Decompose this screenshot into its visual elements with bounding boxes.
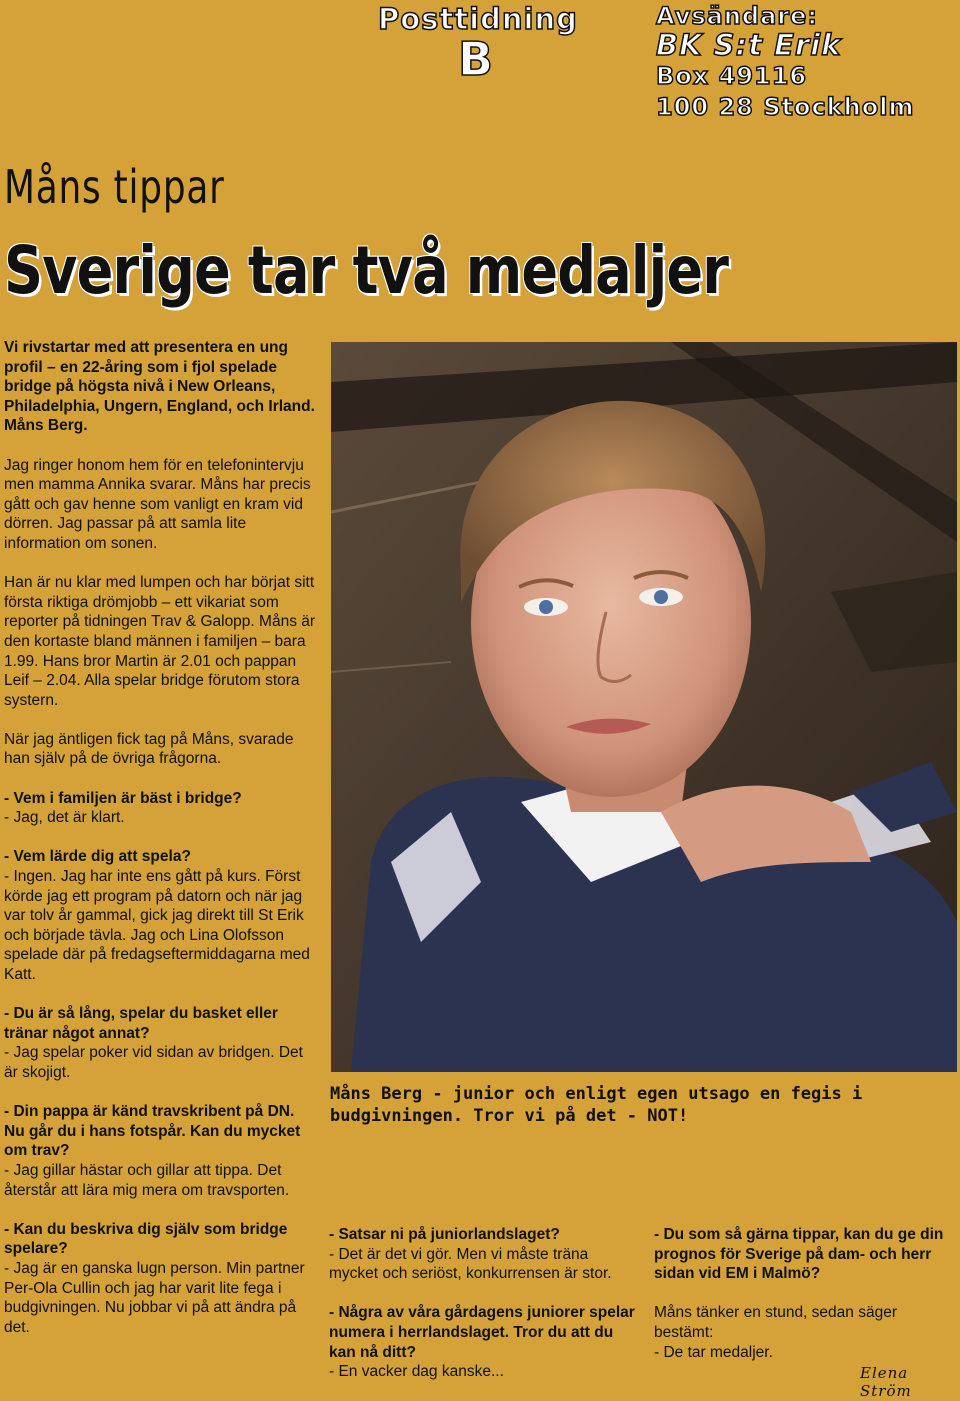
left-column: [4, 338, 319, 1357]
qa-item: [329, 1225, 639, 1284]
qa-item: [4, 789, 319, 828]
qa-item: [4, 1102, 319, 1200]
qa-question: - Vem lärde dig att spela?: [4, 848, 191, 866]
qa-item: [654, 1225, 954, 1284]
article-paragraph: Han är nu klar med lumpen och har börjat sitt första riktiga drömjobb – ett vikariat som reporter på tidningen Trav & Galopp. Måns är den kortaste bland männen i familjen – bara 1.99. Hans bror Martin är 2.01 och pappan Leif – 2.04. Alla spelar bridge förutom stora systern.: [4, 574, 316, 709]
sender-name: BK S:t Erik: [656, 28, 842, 62]
article-paragraph: Jag ringer honom hem för en telefonintervju men mamma Annika svarar. Måns har precis gått och gav henne som vanligt en kram vid dörren. Jag passar på att samla lite information om sonen.: [4, 456, 311, 552]
right-column: [654, 1225, 954, 1382]
qa-item: [4, 847, 319, 984]
qa-question: - Vem i familjen är bäst i bridge?: [4, 789, 242, 807]
author-signature: Elena Ström: [860, 1364, 912, 1400]
portrait-photo: [331, 342, 957, 1072]
sender-box: Box 49116: [656, 62, 808, 90]
qa-answer: Måns tänker en stund, sedan säger bestämt:: [654, 1304, 897, 1341]
qa-question: - Några av våra gårdagens juniorer spelar numera i herrlandslaget. Tror du att du kan nå ditt?: [329, 1304, 635, 1361]
qa-item: [329, 1303, 639, 1381]
qa-item: [4, 1220, 319, 1338]
qa-answer: - En vacker dag kanske...: [329, 1363, 504, 1381]
qa-question: - Satsar ni på juniorlandslaget?: [329, 1226, 560, 1243]
qa-answer: - Jag gillar hästar och gillar att tippa. Det återstår att lära mig mera om travsporten.: [4, 1161, 290, 1199]
article-kicker: Måns tippar: [4, 160, 225, 214]
qa-answer: - Jag, det är klart.: [4, 809, 125, 827]
qa-answer: - Jag är en ganska lugn person. Min partner Per-Ola Cullin och jag har varit lite fega i budgivningen. Nu jobbar vi på att ändra på det.: [4, 1259, 305, 1336]
sender-city: 100 28 Stockholm: [656, 93, 915, 121]
qa-question: - Du som så gärna tippar, kan du ge din prognos för Sverige på dam- och herr sidan vid EM i Malmö?: [654, 1226, 944, 1283]
posttidning-label: Posttidning: [378, 2, 578, 36]
article-intro: Vi rivstartar med att presentera en ung profil – en 22-åring som i fjol spelade bridge på högsta nivå i New Orleans, Philadelphia, Ungern, England, och Irland. Måns Berg.: [4, 339, 315, 435]
qa-question: - Du är så lång, spelar du basket eller tränar något annat?: [4, 1005, 278, 1042]
photo-caption: Måns Berg - junior och enligt egen utsago en fegis i budgivningen. Tror vi på det - NOT!: [330, 1084, 863, 1126]
middle-column: [329, 1225, 639, 1401]
qa-item: [4, 1004, 319, 1082]
qa-question: - Din pappa är känd travskribent på DN. Nu går du i hans fotspår. Kan du mycket om trav?: [4, 1103, 301, 1160]
qa-answer-block: [654, 1303, 954, 1362]
qa-question: - Kan du beskriva dig själv som bridge spelare?: [4, 1220, 288, 1258]
sender-label: Avsändare:: [656, 2, 819, 30]
qa-answer: - Det är det vi gör. Men vi måste träna mycket och seriöst, konkurrensen är stor.: [329, 1245, 612, 1283]
portrait-illustration: [331, 342, 957, 1072]
qa-answer: - Ingen. Jag har inte ens gått på kurs. Först körde jag ett program på datorn och när jag var tolv år gammal, gick jag direkt till St Erik och började tävla. Jag och Lina Olofsson spelade där på fredagseftermiddagarna med Katt.: [4, 868, 310, 983]
qa-answer: - Jag spelar poker vid sidan av bridgen. Det är skojigt.: [4, 1044, 303, 1081]
postage-class-letter: B: [458, 32, 495, 86]
article-headline: Sverige tar två medaljer: [4, 232, 729, 309]
article-paragraph: När jag äntligen fick tag på Måns, svarade han själv på de övriga frågorna.: [4, 730, 294, 768]
qa-answer: - De tar medaljer.: [654, 1343, 773, 1361]
